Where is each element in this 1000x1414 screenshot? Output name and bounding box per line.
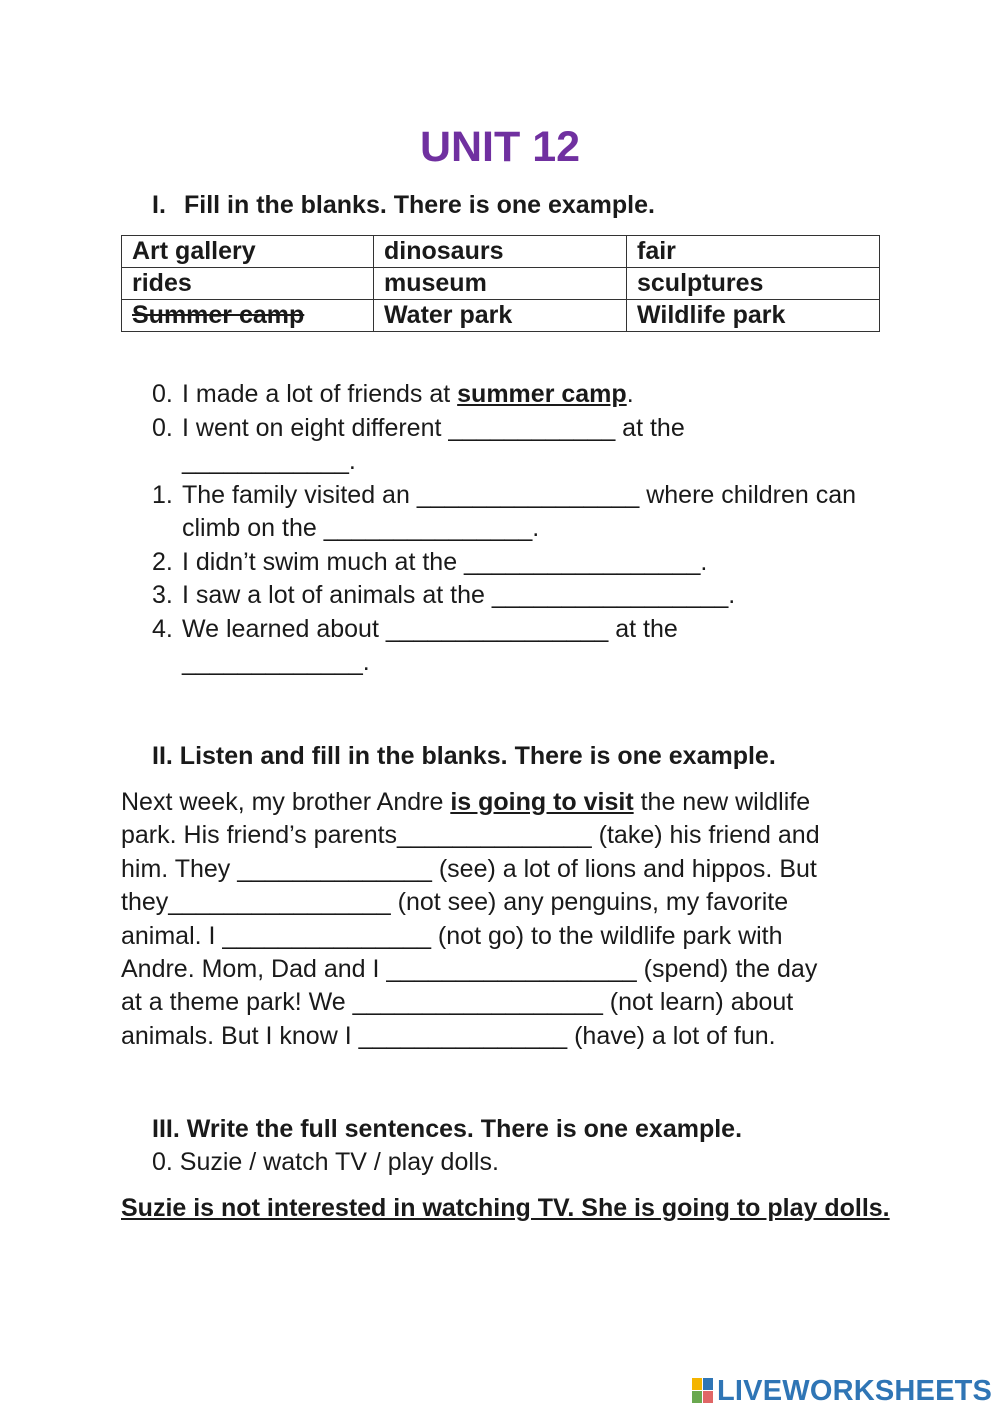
section-2-heading [152,740,776,772]
item-text: I went on eight different ____________ at the ____________. [182,413,685,475]
section-2-number: II. [152,742,173,770]
section-3-heading [152,1113,742,1145]
paragraph-line: him. They ______________ (see) a lot of lions and hippos. But [121,854,817,883]
item-number: 0. [152,380,173,408]
section-3-number: III. [152,1115,180,1143]
listening-paragraph [121,786,886,1053]
list-item [152,613,882,680]
section-3-example-answer: Suzie is not interested in watching TV. She is going to play dolls. [121,1194,890,1222]
section-1-number: I. [152,191,166,219]
section-1-heading-text: Fill in the blanks. There is one example. [184,191,655,219]
word-bank-row [122,236,880,268]
item-number: 3. [152,581,173,609]
word-bank-cell: sculptures [627,268,880,300]
item-text [182,378,882,412]
line-text-after: the new wildlife [633,788,811,816]
item-text: I saw a lot of animals at the _________________. [182,581,736,609]
paragraph-line: they________________ (not see) any penguins, my favorite [121,888,789,917]
example-answer: summer camp [457,380,627,408]
word-bank-cell: museum [374,268,627,300]
paragraph-line: Andre. Mom, Dad and I __________________ (spend) the day [121,955,818,984]
list-item [152,479,882,546]
list-item [152,412,882,479]
list-item [152,579,882,613]
list-item [152,546,882,580]
list-item [152,378,882,412]
example-answer: is going to visit [450,788,634,816]
word-bank-cell: dinosaurs [374,236,627,268]
word-bank-cell: rides [122,268,374,300]
word-bank-cell: Water park [374,300,627,332]
word-bank-table [121,235,880,332]
word-bank-cell: Wildlife park [627,300,880,332]
item-text-after: . [626,380,634,408]
word-bank-cell-used-example: Summer camp [122,300,374,332]
item-text-before: I made a lot of friends at [182,380,458,408]
section-3-heading-text: Write the full sentences. There is one example. [186,1115,743,1143]
word-bank-row [122,300,880,332]
liveworksheets-logo-text: LIVEWORKSHEETS [717,1375,993,1407]
section-1-heading [152,189,655,221]
section-2-heading-text: Listen and fill in the blanks. There is one example. [179,742,776,770]
paragraph-line [121,786,886,819]
item-number: 0. [152,413,173,442]
paragraph-line: at a theme park! We __________________ (not learn) about [121,988,794,1017]
paragraph-line: park. His friend’s parents______________ (take) his friend and [121,821,820,850]
exercise-1-list [152,378,882,680]
word-bank-cell: Art gallery [122,236,374,268]
item-text: I didn’t swim much at the _________________. [182,547,708,576]
item-text: We learned about ________________ at the _____________. [182,614,678,676]
page-title: UNIT 12 [419,123,581,171]
item-number: 1. [152,480,173,509]
item-text: The family visited an ________________ where children can climb on the _______________. [182,480,857,542]
word-bank-cell: fair [627,236,880,268]
section-3-example-prompt: 0. Suzie / watch TV / play dolls. [152,1148,499,1176]
word-bank-row [122,268,880,300]
item-number: 4. [152,614,173,643]
liveworksheets-logo-icon [692,1378,714,1404]
liveworksheets-logo [692,1374,992,1408]
paragraph-line: animal. I _______________ (not go) to the wildlife park with [121,921,783,950]
item-number: 2. [152,547,173,576]
paragraph-line: animals. But I know I _______________ (have) a lot of fun. [121,1021,776,1050]
line-text-before: Next week, my brother Andre [121,788,451,816]
